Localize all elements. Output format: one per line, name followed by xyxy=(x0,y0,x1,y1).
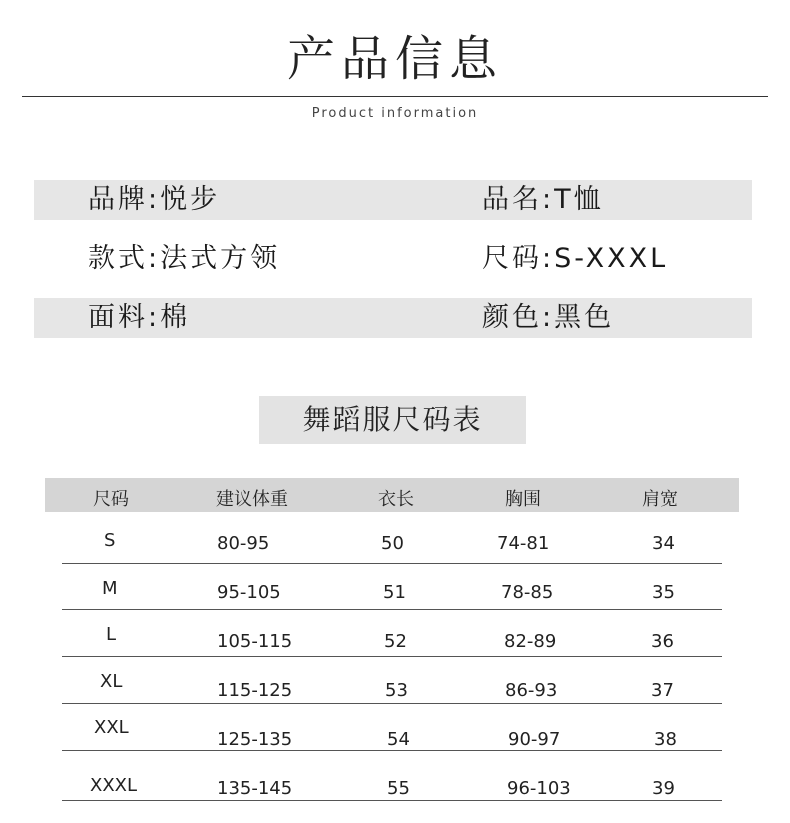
cell-weight: 95-105 xyxy=(217,582,281,603)
column-header-shoulder: 肩宽 xyxy=(642,489,678,510)
column-header-length: 衣长 xyxy=(378,489,414,510)
cell-chest: 82-89 xyxy=(504,631,557,652)
title-divider xyxy=(22,96,768,97)
info-label: 颜色 xyxy=(482,302,542,333)
cell-shoulder: 38 xyxy=(654,729,677,750)
row-divider xyxy=(62,563,722,564)
cell-chest: 96-103 xyxy=(507,778,571,799)
info-product-name xyxy=(482,180,604,220)
info-label: 品名 xyxy=(482,184,542,215)
info-separator: : xyxy=(542,302,555,333)
column-header-weight: 建议体重 xyxy=(216,489,288,510)
row-divider xyxy=(62,750,722,751)
cell-weight: 80-95 xyxy=(217,533,270,554)
row-divider xyxy=(62,656,722,657)
page-subtitle: Product information xyxy=(311,106,479,121)
row-divider xyxy=(62,703,722,704)
info-label: 品牌 xyxy=(88,184,148,215)
info-label: 款式 xyxy=(88,243,148,274)
cell-chest: 90-97 xyxy=(508,729,561,750)
cell-shoulder: 39 xyxy=(652,778,675,799)
cell-size: XXL xyxy=(94,717,129,738)
info-brand xyxy=(88,180,220,220)
info-style xyxy=(88,239,280,279)
info-label: 面料 xyxy=(88,302,148,333)
column-header-size: 尺码 xyxy=(93,489,129,510)
info-separator: : xyxy=(542,184,555,215)
size-chart-title: 舞蹈服尺码表 xyxy=(259,396,526,444)
cell-weight: 105-115 xyxy=(217,631,293,652)
row-divider xyxy=(62,800,722,801)
info-separator: : xyxy=(148,243,161,274)
info-label: 尺码 xyxy=(482,243,542,274)
info-value: 棉 xyxy=(160,302,191,333)
page-title: 产品信息 xyxy=(286,31,503,87)
cell-shoulder: 37 xyxy=(651,680,674,701)
cell-shoulder: 34 xyxy=(652,533,675,554)
info-value: 悦步 xyxy=(160,184,221,215)
info-separator: : xyxy=(148,184,161,215)
cell-size: S xyxy=(104,530,116,551)
info-fabric xyxy=(88,298,190,338)
info-value: T恤 xyxy=(554,184,604,215)
cell-chest: 78-85 xyxy=(501,582,554,603)
column-header-chest: 胸围 xyxy=(505,489,541,510)
cell-chest: 74-81 xyxy=(497,533,550,554)
cell-length: 53 xyxy=(385,680,408,701)
cell-weight: 125-135 xyxy=(217,729,293,750)
cell-length: 52 xyxy=(384,631,407,652)
info-separator: : xyxy=(542,243,555,274)
cell-size: L xyxy=(106,624,117,645)
cell-chest: 86-93 xyxy=(505,680,558,701)
cell-size: XL xyxy=(100,671,123,692)
info-separator: : xyxy=(148,302,161,333)
cell-shoulder: 36 xyxy=(651,631,674,652)
cell-length: 55 xyxy=(387,778,410,799)
info-size-range xyxy=(482,239,668,279)
cell-weight: 135-145 xyxy=(217,778,293,799)
cell-length: 54 xyxy=(387,729,410,750)
info-value: 黑色 xyxy=(554,302,615,333)
cell-weight: 115-125 xyxy=(217,680,293,701)
cell-length: 51 xyxy=(383,582,406,603)
info-value: 法式方领 xyxy=(160,243,281,274)
row-divider xyxy=(62,609,722,610)
cell-size: XXXL xyxy=(90,775,138,796)
info-color xyxy=(482,298,614,338)
info-value: S-XXXL xyxy=(554,243,669,274)
cell-length: 50 xyxy=(381,533,404,554)
cell-size: M xyxy=(102,578,118,599)
cell-shoulder: 35 xyxy=(652,582,675,603)
